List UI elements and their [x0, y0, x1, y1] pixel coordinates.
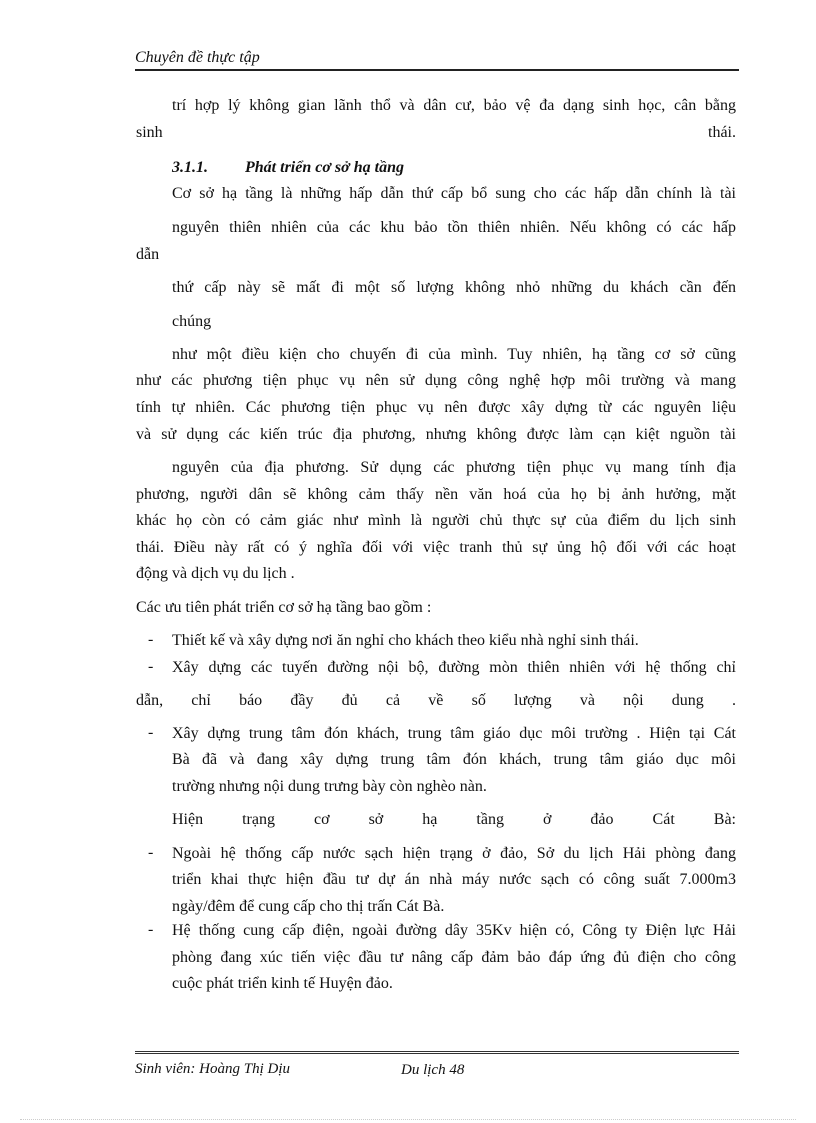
bullet-item: phòng đang xúc tiến việc đầu tư nâng cấp đảm bảo đáp ứng đủ điện cho công — [172, 949, 736, 966]
footer-student: Sinh viên: Hoàng Thị Dịu — [135, 1061, 290, 1077]
paragraph-line: trí hợp lý không gian lãnh thổ và dân cư, bảo vệ đa dạng sinh học, cân bằng — [172, 97, 736, 114]
bullet-item: Bà đã và đang xây dựng trung tâm đón khách, trung tâm giáo dục môi — [172, 751, 736, 768]
bullet-item: trường nhưng nội dung trưng bày còn nghèo nàn. — [172, 778, 487, 795]
paragraph-line: tính tự nhiên. Các phương tiện phục vụ nên được xây dựng từ các nguyên liệu — [136, 399, 736, 416]
paragraph-line: nguyên thiên nhiên của các khu bảo tồn thiên nhiên. Nếu không có các hấp — [172, 219, 736, 236]
text-fragment: thái. — [708, 124, 736, 141]
bullet-dash: - — [148, 844, 154, 861]
paragraph-line: như một điều kiện cho chuyến đi của mình. Tuy nhiên, hạ tầng cơ sở cũng — [172, 346, 736, 363]
paragraph-line: chúng — [172, 313, 212, 330]
bullet-item: triển khai thực hiện đầu tư dự án nhà máy nước sạch có công suất 7.000m3 — [172, 871, 736, 888]
section-number: 3.1.1. — [172, 159, 208, 176]
bullet-dash: - — [148, 658, 154, 675]
footer-course: Du lịch 48 — [401, 1062, 465, 1078]
paragraph-line: và sử dụng các kiến trúc địa phương, nhưng không được làm cạn kiệt nguồn tài — [136, 426, 736, 443]
header-title: Chuyên đề thực tập — [135, 49, 260, 66]
bullet-dash: - — [148, 631, 154, 648]
paragraph-line: động và dịch vụ du lịch . — [136, 565, 295, 582]
bullet-item: cuộc phát triển kinh tế Huyện đảo. — [172, 975, 393, 992]
page-boundary — [20, 1119, 796, 1120]
list-intro: Các ưu tiên phát triển cơ sở hạ tầng bao gồm : — [136, 599, 432, 616]
text-fragment: sinh — [136, 124, 163, 141]
paragraph-line: khác họ còn có cảm giác như mình là người chủ thực sự của điểm du lịch sinh — [136, 512, 736, 529]
section-heading — [172, 158, 736, 178]
bullet-continuation: dẫn, chỉ báo đầy đủ cả về số lượng và nội dung . — [136, 692, 736, 709]
paragraph-line: thái. Điều này rất có ý nghĩa đối với việc tranh thủ sự ủng hộ đối với các hoạt — [136, 539, 736, 556]
paragraph-line: dẫn — [136, 246, 160, 263]
paragraph-line — [136, 123, 736, 143]
bullet-dash: - — [148, 724, 154, 741]
bullet-item: Xây dựng các tuyến đường nội bộ, đường mòn thiên nhiên với hệ thống chỉ — [172, 659, 736, 676]
paragraph-line: thứ cấp này sẽ mất đi một số lượng không nhỏ những du khách cần đến — [172, 279, 736, 296]
section-title: Phát triển cơ sở hạ tầng — [245, 159, 404, 176]
bullet-dash: - — [148, 921, 154, 938]
paragraph-line: Cơ sở hạ tầng là những hấp dẫn thứ cấp bổ sung cho các hấp dẫn chính là tài — [172, 185, 736, 202]
bullet-item: ngày/đêm để cung cấp cho thị trấn Cát Bà. — [172, 898, 445, 915]
paragraph-line: như các phương tiện phục vụ nên sử dụng công nghệ hợp môi trường và mang — [136, 372, 736, 389]
page-header — [135, 48, 739, 71]
bullet-item: Thiết kế và xây dựng nơi ăn nghỉ cho khách theo kiểu nhà nghỉ sinh thái. — [172, 632, 639, 649]
bullet-item: Ngoài hệ thống cấp nước sạch hiện trạng ở đảo, Sở du lịch Hải phòng đang — [172, 845, 736, 862]
paragraph-line: nguyên của địa phương. Sử dụng các phương tiện phục vụ mang tính địa — [172, 459, 736, 476]
paragraph-line: phương, người dân sẽ không cảm thấy nền văn hoá của họ bị ảnh hưởng, mặt — [136, 486, 736, 503]
bullet-item: Hệ thống cung cấp điện, ngoài đường dây 35Kv hiện có, Công ty Điện lực Hải — [172, 922, 736, 939]
bullet-item: Xây dựng trung tâm đón khách, trung tâm giáo dục môi trường . Hiện tại Cát — [172, 725, 736, 742]
page-footer — [135, 1051, 739, 1079]
status-heading: Hiện trạng cơ sở hạ tầng ở đảo Cát Bà: — [172, 811, 736, 828]
